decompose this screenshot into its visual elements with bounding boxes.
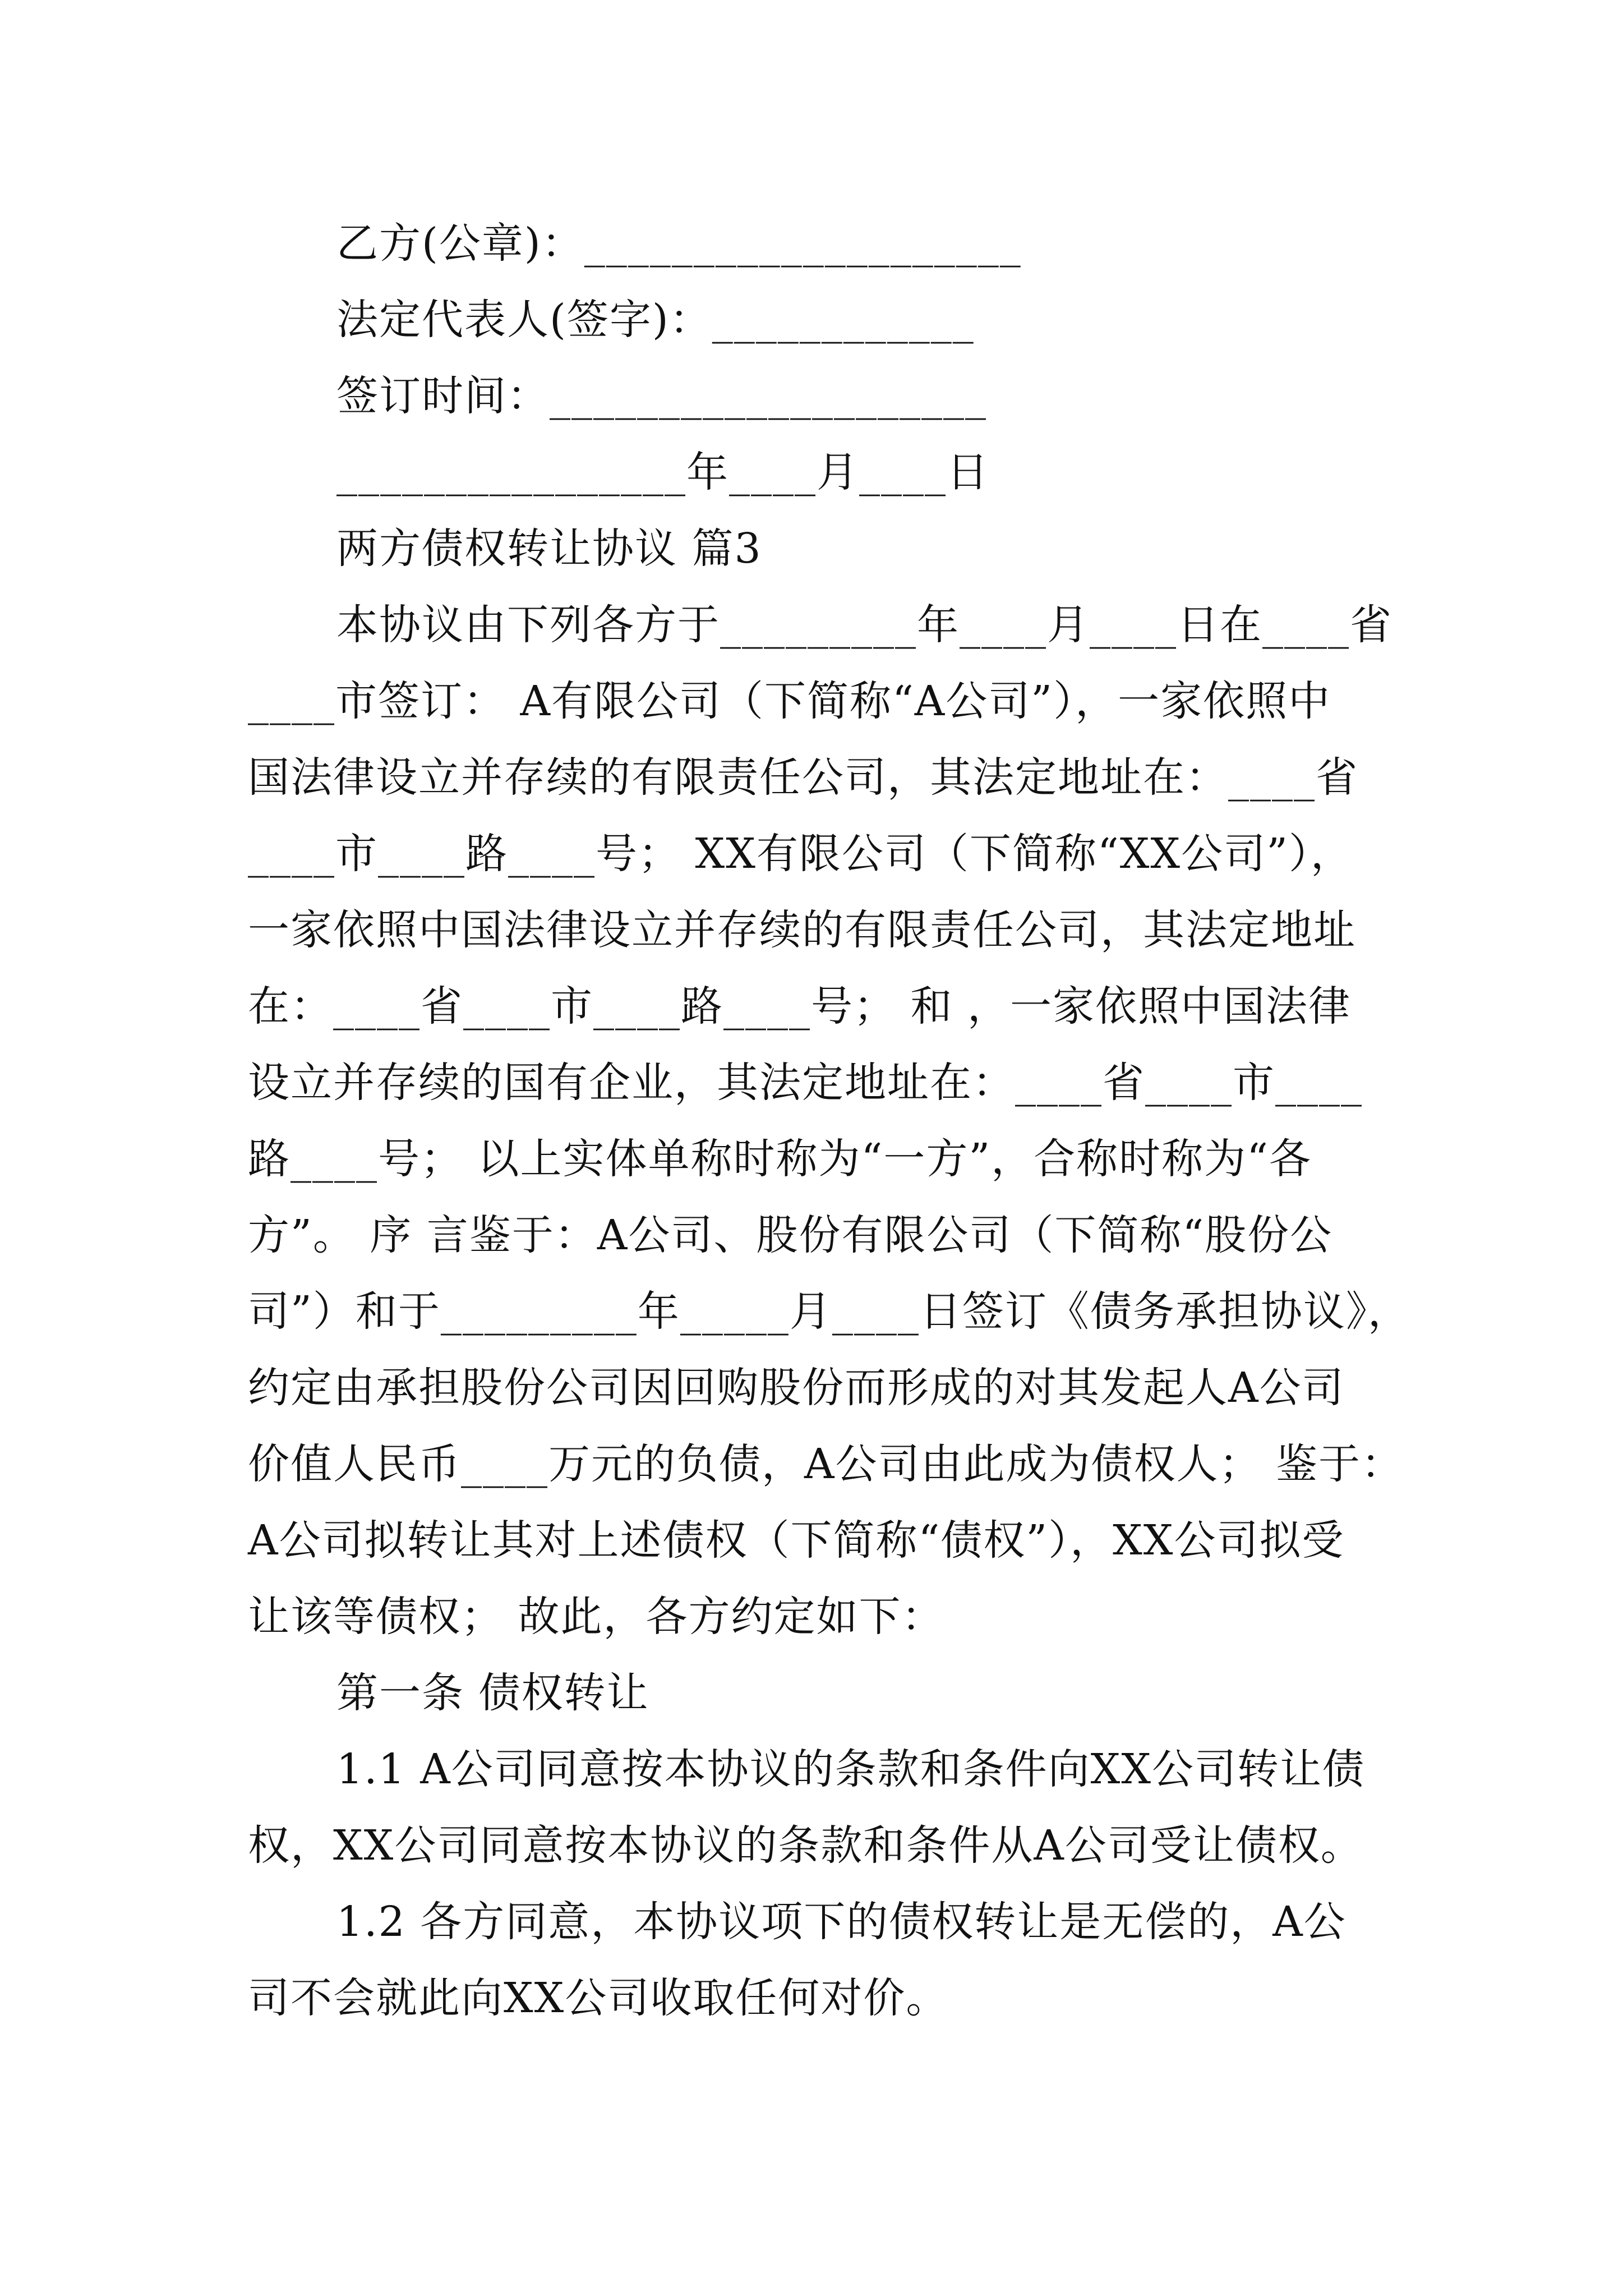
clause-1-1-line: 1.1 A公司同意按本协议的条款和条件向XX公司转让债 [336, 1745, 1366, 1793]
preamble-line: ____市____路____号； XX有限公司（下简称“XX公司”）， [248, 830, 1353, 878]
party-b-seal-line: 乙方(公章)：____________________ [336, 219, 1022, 268]
preamble-line: 路____号； 以上实体单称时称为“一方”，合称时称为“各 [248, 1135, 1312, 1183]
legal-rep-sign-line: 法定代表人(签字)：____________ [336, 296, 975, 344]
preamble-line: 司”）和于_________年_____月____日签订《债务承担协议》， [248, 1287, 1410, 1336]
date-line: ________________年____月____日 [336, 448, 989, 496]
preamble-line: 约定由承担股份公司因回购股份而形成的对其发起人A公司 [248, 1364, 1345, 1412]
preamble-line: 让该等债权； 故此，各方约定如下： [248, 1593, 944, 1641]
article-1-title: 第一条 债权转让 [336, 1669, 649, 1717]
preamble-line: 本协议由下列各方于_________年____月____日在____省 [336, 601, 1393, 649]
preamble-line: 价值人民币____万元的负债，A公司由此成为债权人； 鉴于： [248, 1440, 1404, 1488]
clause-1-2-line: 1.2 各方同意，本协议项下的债权转让是无偿的，A公 [336, 1898, 1347, 1946]
clause-1-2-line: 司不会就此向XX公司收取任何对价。 [248, 1974, 949, 2022]
section-title: 两方债权转让协议 篇3 [336, 524, 762, 573]
preamble-line: ____市签订： A有限公司（下简称“A公司”），一家依照中 [248, 677, 1331, 725]
preamble-line: 方”。 序 言鉴于：A公司、股份有限公司（下简称“股份公 [248, 1211, 1333, 1259]
preamble-line: 在：____省____市____路____号； 和 ，一家依照中国法律 [248, 982, 1352, 1030]
clause-1-1-line: 权，XX公司同意按本协议的条款和条件从A公司受让债权。 [248, 1821, 1363, 1870]
preamble-line: 一家依照中国法律设立并存续的有限责任公司，其法定地址 [248, 906, 1356, 954]
preamble-line: A公司拟转让其对上述债权（下简称“债权”），XX公司拟受 [248, 1516, 1345, 1565]
sign-time-line: 签订时间：____________________ [336, 372, 987, 420]
preamble-line: 国法律设立并存续的有限责任公司，其法定地址在：____省 [248, 753, 1358, 802]
preamble-line: 设立并存续的国有企业，其法定地址在：____省____市____ [248, 1059, 1363, 1107]
